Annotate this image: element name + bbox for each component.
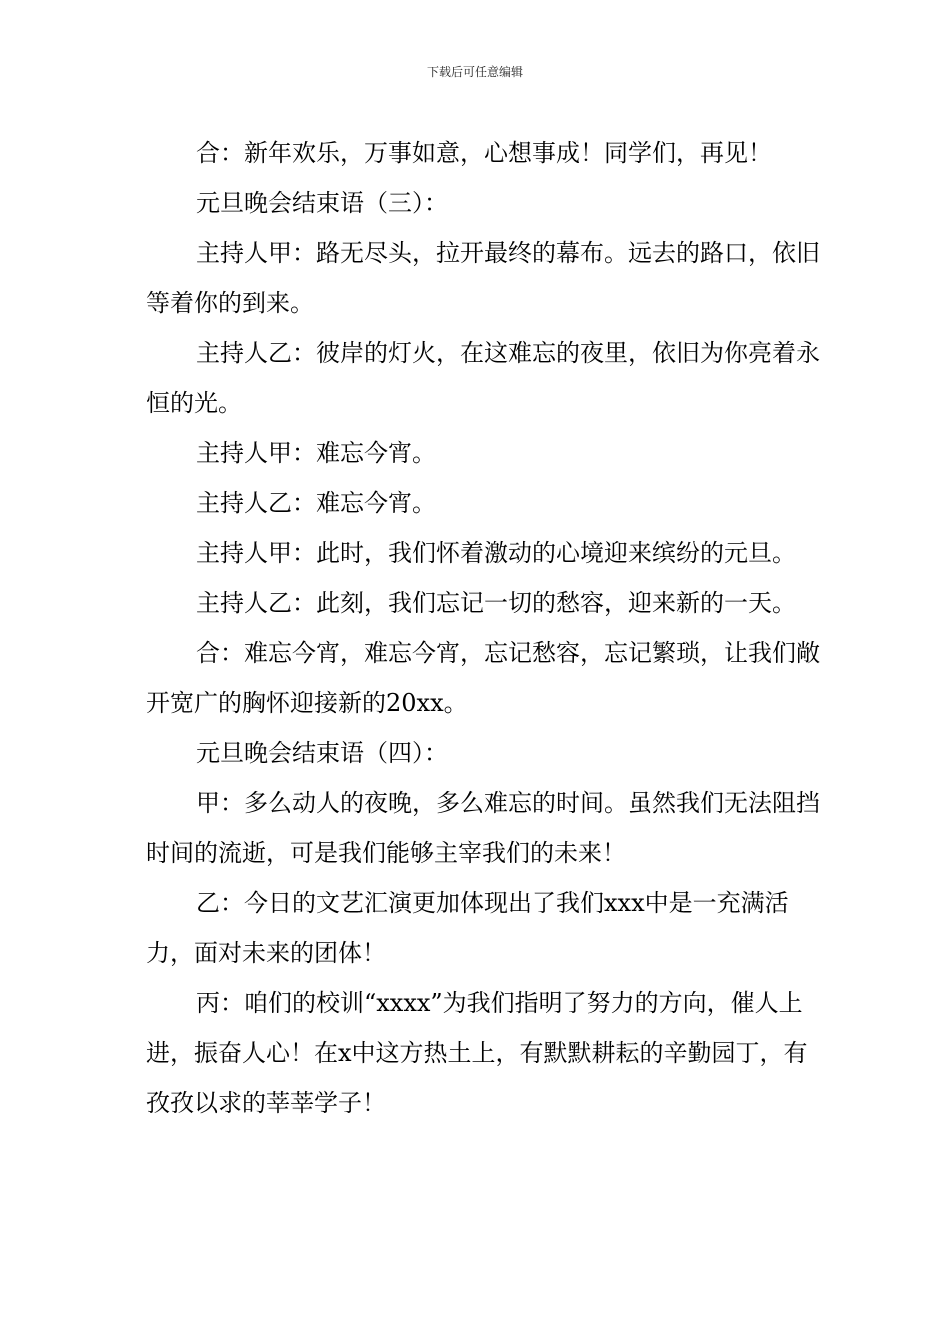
paragraph-speaker-yi: 乙：今日的文艺汇演更加体现出了我们xxx中是一充满活力，面对未来的团体！ xyxy=(146,889,789,967)
page-header: 下载后可任意编辑 xyxy=(426,65,523,79)
paragraph-host-a-2: 主持人甲：难忘今宵。 xyxy=(196,439,436,467)
paragraph-host-a-3: 主持人甲：此时，我们怀着激动的心境迎来缤纷的元旦。 xyxy=(196,539,796,567)
paragraph-closing-together: 合：新年欢乐，万事如意，心想事成！同学们，再见！ xyxy=(196,139,772,167)
section-heading-four: 元旦晚会结束语（四）： xyxy=(196,739,448,767)
paragraph-host-b-2: 主持人乙：难忘今宵。 xyxy=(196,489,436,517)
section-heading-three: 元旦晚会结束语（三）： xyxy=(196,189,448,217)
paragraph-host-b-3: 主持人乙：此刻，我们忘记一切的愁容，迎来新的一天。 xyxy=(196,589,796,617)
paragraph-together-2: 合：难忘今宵，难忘今宵，忘记愁容，忘记繁琐，让我们敞开宽广的胸怀迎接新的20xx。 xyxy=(146,639,820,717)
paragraph-speaker-bing: 丙：咱们的校训“xxxx”为我们指明了努力的方向，催人上进，振奋人心！在x中这方热土上，有默默耕耘的辛勤园丁，有孜孜以求的莘莘学子！ xyxy=(146,989,808,1117)
document-body xyxy=(146,128,826,1128)
paragraph-host-a-1: 主持人甲：路无尽头，拉开最终的幕布。远去的路口，依旧等着你的到来。 xyxy=(146,239,820,317)
paragraph-host-b-1: 主持人乙：彼岸的灯火，在这难忘的夜里，依旧为你亮着永恒的光。 xyxy=(146,339,820,417)
paragraph-speaker-jia: 甲：多么动人的夜晚，多么难忘的时间。虽然我们无法阻挡时间的流逝，可是我们能够主宰我们的未来！ xyxy=(146,789,820,867)
